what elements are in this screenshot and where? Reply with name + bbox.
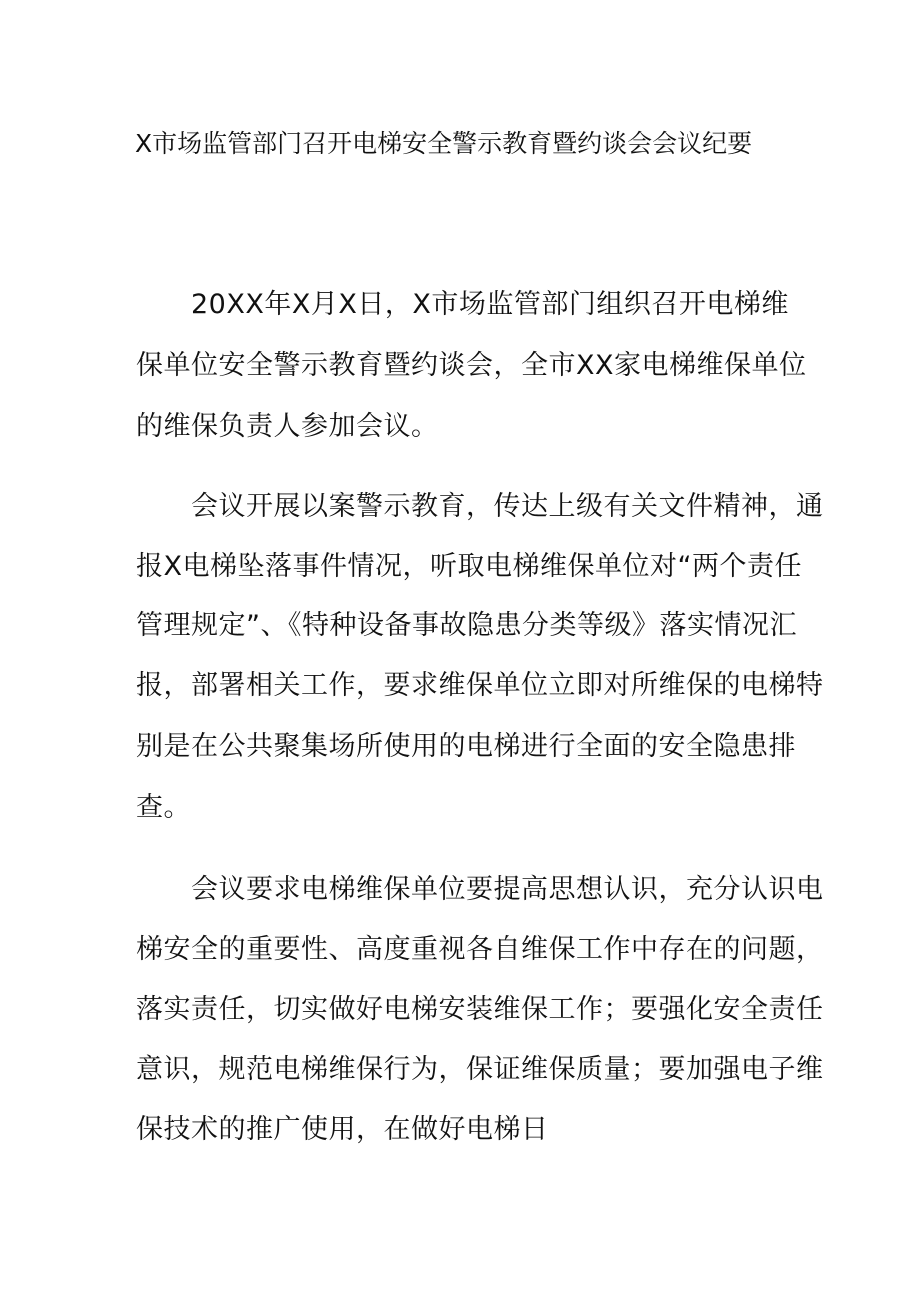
- paragraph-1-line-2: 保单位安全警示教育暨约谈会，全市XX家电梯维保单位: [136, 350, 807, 381]
- paragraph-3-line-5: 保技术的推广使用，在做好电梯日: [136, 1114, 549, 1145]
- paragraph-1-line-3: 的维保负责人参加会议。: [136, 411, 439, 442]
- paragraph-3-line-1: 会议要求电梯维保单位要提高思想认识，充分认识电: [191, 874, 824, 905]
- paragraph-1-line-1: 20XX年X月X日，X市场监管部门组织召开电梯维: [191, 289, 789, 320]
- document-title: X市场监管部门召开电梯安全警示教育暨约谈会会议纪要: [135, 129, 753, 158]
- paragraph-2-line-6: 查。: [136, 792, 191, 823]
- paragraph-2-line-4: 报，部署相关工作，要求维保单位立即对所维保的电梯特: [136, 670, 824, 701]
- paragraph-3-line-2: 梯安全的重要性、高度重视各自维保工作中存在的问题，: [136, 934, 824, 965]
- paragraph-2-line-1: 会议开展以案警示教育，传达上级有关文件精神，通: [191, 491, 824, 522]
- paragraph-2-line-3: 管理规定”、《特种设备事故隐患分类等级》落实情况汇: [136, 610, 797, 641]
- paragraph-3-line-3: 落实责任，切实做好电梯安装维保工作；要强化安全责任: [136, 994, 824, 1025]
- paragraph-3-line-4: 意识，规范电梯维保行为，保证维保质量；要加强电子维: [136, 1054, 824, 1085]
- paragraph-2-line-5: 别是在公共聚集场所使用的电梯进行全面的安全隐患排: [136, 731, 796, 762]
- paragraph-2-line-2: 报X电梯坠落事件情况，听取电梯维保单位对“两个责任: [136, 551, 802, 582]
